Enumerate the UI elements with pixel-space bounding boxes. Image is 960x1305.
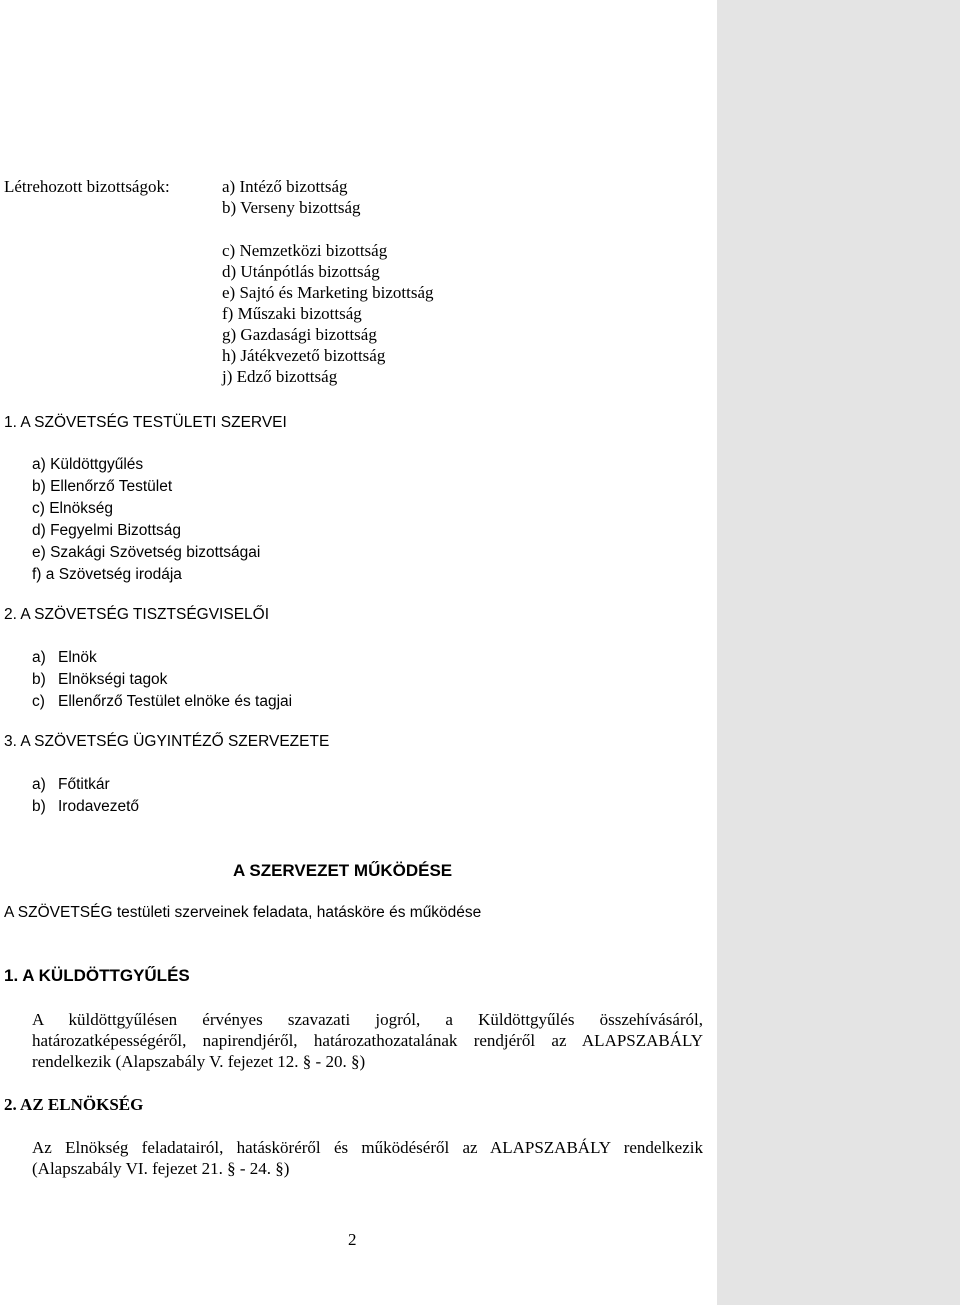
list-item: c) Nemzetközi bizottság	[222, 241, 388, 260]
list-item: b) Verseny bizottság	[222, 198, 361, 217]
list-item: a) Elnök	[32, 649, 97, 666]
list-item: b) Elnökségi tagok	[32, 671, 168, 688]
presidency-heading: 2. AZ ELNÖKSÉG	[4, 1095, 144, 1114]
committees-list-second	[222, 240, 434, 387]
list-item: d) Fegyelmi Bizottság	[32, 522, 182, 539]
section3-heading: 3. A SZÖVETSÉG ÜGYINTÉZŐ SZERVEZETE	[4, 733, 330, 750]
operation-subtitle: A SZÖVETSÉG testületi szerveinek feladata, hatásköre és működése	[4, 904, 482, 921]
assembly-paragraph: A küldöttgyűlésen érvényes szavazati jogról, a Küldöttgyűlés összehívásáról, határozatképességéről, napirendjéről, határozathozatalának rendjéről az ALAPSZABÁLY rendelkezik (Alapszabály V. fejezet 12. § - 20. §)	[32, 1010, 703, 1071]
list-item: f) a Szövetség irodája	[32, 566, 182, 583]
list-item: a) Intéző bizottság	[222, 177, 348, 196]
list-item: g) Gazdasági bizottság	[222, 325, 377, 344]
list-item: b) Ellenőrző Testület	[32, 478, 173, 495]
list-item: j) Edző bizottság	[222, 367, 338, 386]
page-number: 2	[348, 1230, 357, 1249]
comment-margin-panel	[717, 0, 960, 1305]
list-item: h) Játékvezető bizottság	[222, 346, 386, 365]
list-item: e) Szakági Szövetség bizottságai	[32, 544, 261, 561]
section1-list	[32, 454, 260, 586]
list-item: a) Főtitkár	[32, 776, 110, 793]
list-item: b) Irodavezető	[32, 798, 139, 815]
assembly-heading: 1. A KÜLDÖTTGYŰLÉS	[4, 966, 190, 985]
list-item: c) Elnökség	[32, 500, 113, 517]
list-item: f) Műszaki bizottság	[222, 304, 362, 323]
section3-list	[32, 774, 139, 818]
committees-list-first	[222, 176, 361, 218]
presidency-paragraph: Az Elnökség feladatairól, hatásköréről és működéséről az ALAPSZABÁLY rendelkezik (Alapszabály VI. fejezet 21. § - 24. §)	[32, 1138, 703, 1178]
list-item: c) Ellenőrző Testület elnöke és tagjai	[32, 693, 293, 710]
section2-list	[32, 647, 292, 713]
section1-heading: 1. A SZÖVETSÉG TESTÜLETI SZERVEI	[4, 414, 287, 431]
list-item: e) Sajtó és Marketing bizottság	[222, 283, 434, 302]
list-item: d) Utánpótlás bizottság	[222, 262, 380, 281]
committees-label: Létrehozott bizottságok:	[4, 177, 170, 196]
section2-heading: 2. A SZÖVETSÉG TISZTSÉGVISELŐI	[4, 606, 270, 623]
list-item: a) Küldöttgyűlés	[32, 456, 144, 473]
operation-title: A SZERVEZET MŰKÖDÉSE	[233, 861, 453, 880]
